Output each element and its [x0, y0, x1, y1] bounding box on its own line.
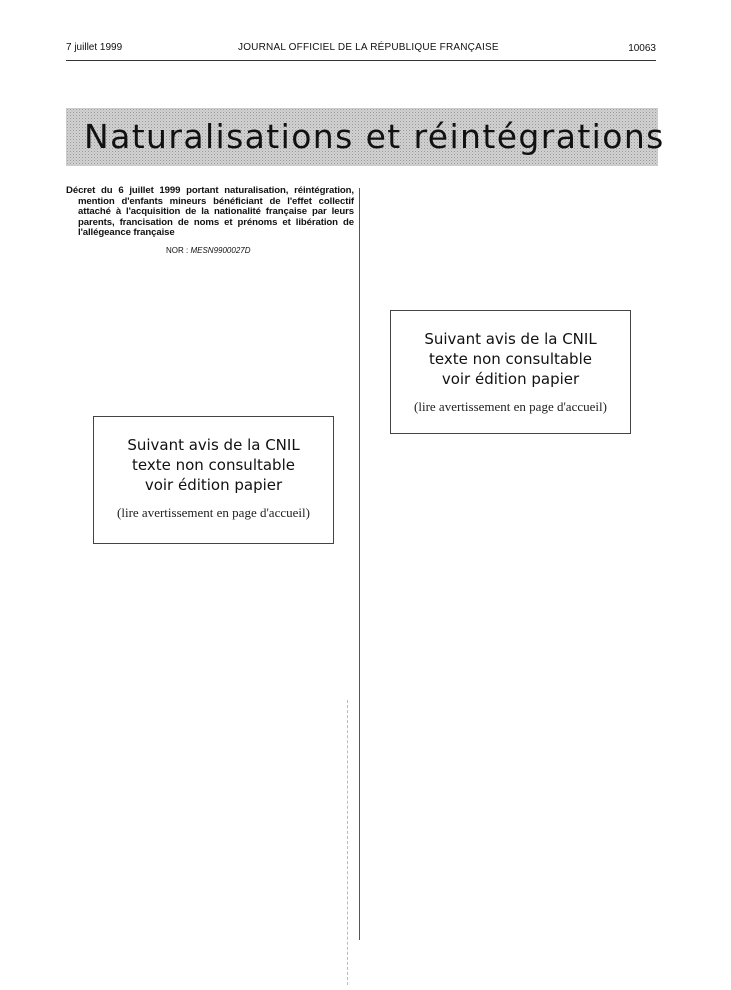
section-title: Naturalisations et réintégrations	[84, 117, 665, 156]
nor-label: NOR :	[166, 246, 189, 255]
cnil-notice-line1: Suivant avis de la CNIL	[424, 330, 597, 348]
header-journal-title: JOURNAL OFFICIEL DE LA RÉPUBLIQUE FRANÇAISE	[238, 42, 499, 53]
cnil-notice-note: (lire avertissement en page d'accueil)	[117, 505, 310, 520]
header-rule	[66, 60, 656, 61]
header-date: 7 juillet 1999	[66, 42, 123, 53]
section-banner	[66, 108, 665, 166]
cnil-notice-box-right	[390, 310, 631, 434]
cnil-notice-line1: Suivant avis de la CNIL	[127, 436, 300, 454]
nor-code: MESN9900027D	[190, 246, 251, 255]
column-divider	[359, 188, 360, 940]
cnil-notice-line2: texte non consultable	[429, 350, 592, 368]
cnil-notice-note: (lire avertissement en page d'accueil)	[414, 399, 607, 414]
cnil-notice-line3: voir édition papier	[441, 370, 580, 388]
cnil-notice-line2: texte non consultable	[132, 456, 295, 474]
cnil-notice-line3: voir édition papier	[144, 476, 283, 494]
page-header	[66, 40, 656, 58]
column-divider-faint	[347, 700, 348, 985]
header-page-number: 10063	[628, 43, 656, 54]
cnil-notice-box-left	[93, 416, 334, 544]
decree-title: Décret du 6 juillet 1999 portant naturalisation, réintégration, mention d'enfants mineurs bénéficiant de l'effet collectif attaché à l'acquisition de la nationalité française par leurs parents, francisation de noms et prénoms et libération de l'allégeance française	[66, 185, 354, 239]
nor-reference	[166, 246, 251, 255]
